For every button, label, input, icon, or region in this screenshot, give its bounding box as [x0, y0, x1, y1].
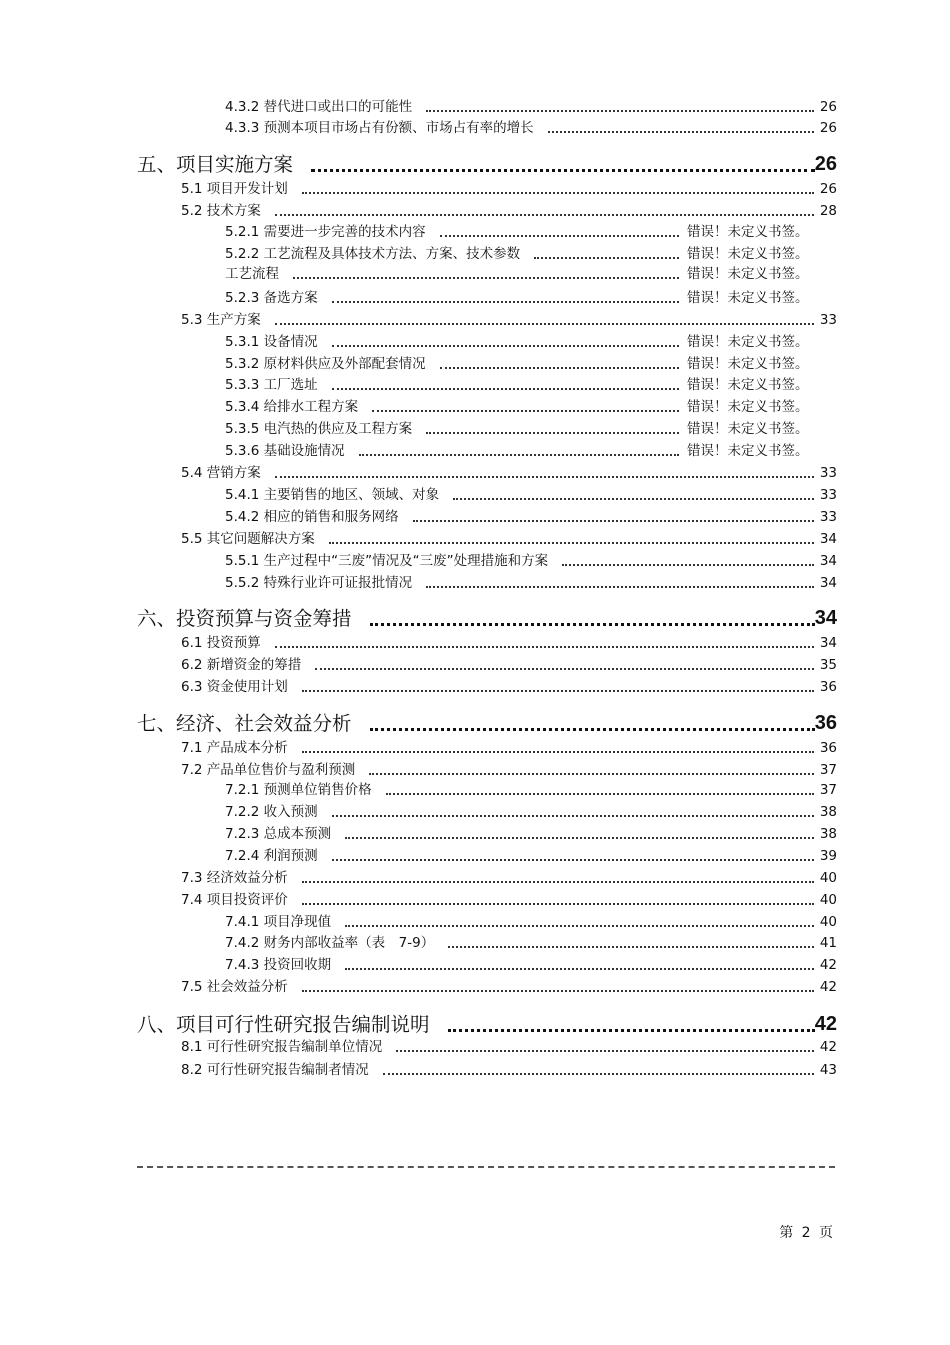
toc-entry[interactable] [181, 976, 837, 994]
toc-dot-leader [426, 109, 814, 112]
toc-dot-leader [332, 814, 814, 817]
toc-entry-title: 8.2 可行性研究报告编制者情况 [181, 1061, 369, 1078]
toc-entry[interactable] [225, 911, 837, 929]
toc-entry-page: 42 [814, 1013, 837, 1035]
toc-entry[interactable] [225, 287, 837, 305]
toc-chapter[interactable] [137, 148, 837, 174]
toc-chapter[interactable] [137, 1008, 837, 1034]
toc-entry-page: 错误！未定义书签。 [687, 355, 809, 372]
toc-entry-page: 42 [819, 956, 837, 973]
toc-entry[interactable] [181, 867, 837, 885]
toc-dot-leader [275, 213, 814, 216]
toc-entry[interactable] [181, 889, 837, 907]
toc-entry-title: 5.4.2 相应的销售和服务网络 [225, 508, 399, 525]
toc-entry[interactable] [225, 506, 837, 524]
toc-entry-page: 26 [819, 180, 837, 197]
toc-dot-leader [345, 924, 814, 927]
toc-entry-title: 7.4.1 项目净现值 [225, 913, 332, 930]
toc-entry[interactable] [181, 1059, 837, 1077]
toc-entry-title: 七、经济、社会效益分析 [137, 711, 352, 735]
toc-entry-title: 5.4 营销方案 [181, 464, 261, 481]
toc-dot-leader [302, 989, 814, 992]
toc-entry-page: 36 [819, 739, 837, 756]
toc-dot-leader [369, 772, 814, 775]
toc-entry[interactable] [181, 1036, 837, 1054]
toc-entry-title: 6.2 新增资金的筹措 [181, 656, 302, 673]
toc-entry-title: 4.3.3 预测本项目市场占有份额、市场占有率的增长 [225, 119, 534, 136]
toc-entry-title: 5.3.4 给排水工程方案 [225, 398, 359, 415]
toc-entry-page: 41 [819, 934, 837, 951]
page-number: 第 2 页 [779, 1225, 835, 1241]
toc-entry[interactable] [181, 528, 837, 546]
toc-entry-page: 26 [819, 119, 837, 136]
toc-entry-page: 38 [819, 803, 837, 820]
toc-entry[interactable] [181, 178, 837, 196]
toc-dot-leader [440, 366, 679, 369]
toc-dot-leader [372, 409, 679, 412]
toc-dot-leader [302, 880, 814, 883]
toc-entry-title: 5.5.1 生产过程中“三废”情况及“三废”处理措施和方案 [225, 552, 549, 569]
toc-dot-leader [345, 836, 814, 839]
toc-entry-title: 5.2 技术方案 [181, 202, 261, 219]
footer-divider [137, 1166, 835, 1168]
toc-entry-page: 40 [819, 891, 837, 908]
toc-entry-title: 7.1 产品成本分析 [181, 739, 288, 756]
toc-entry-title: 7.3 经济效益分析 [181, 869, 288, 886]
toc-entry[interactable] [225, 331, 837, 349]
toc-entry-title: 6.1 投资预算 [181, 634, 261, 651]
toc-entry-page: 33 [819, 508, 837, 525]
toc-dot-leader [293, 276, 679, 279]
toc-entry-page: 错误！未定义书签。 [687, 265, 809, 282]
toc-dot-leader [332, 858, 814, 861]
toc-dot-leader [275, 475, 814, 478]
toc-dot-leader [413, 519, 814, 522]
toc-dot-leader [440, 234, 679, 237]
toc-entry[interactable] [181, 200, 837, 218]
toc-entry[interactable] [225, 484, 837, 502]
toc-entry[interactable] [225, 263, 837, 281]
toc-entry-title: 7.2.1 预测单位销售价格 [225, 781, 372, 798]
toc-entry-page: 40 [819, 869, 837, 886]
toc-dot-leader [302, 750, 814, 753]
toc-dot-leader [370, 622, 815, 626]
toc-entry[interactable] [225, 96, 837, 114]
toc-entry[interactable] [225, 221, 837, 239]
toc-entry-page: 28 [819, 202, 837, 219]
toc-entry[interactable] [225, 418, 837, 436]
toc-entry-page: 35 [819, 656, 837, 673]
toc-entry-page: 38 [819, 825, 837, 842]
toc-dot-leader [302, 689, 814, 692]
toc-dot-leader [426, 585, 814, 588]
toc-entry-title: 5.3.2 原材料供应及外部配套情况 [225, 355, 426, 372]
toc-entry-title: 5.2.3 备选方案 [225, 289, 318, 306]
toc-entry[interactable] [181, 737, 837, 755]
toc-entry[interactable] [225, 550, 837, 568]
toc-entry-title: 7.5 社会效益分析 [181, 978, 288, 995]
toc-entry-page: 26 [814, 153, 837, 175]
toc-entry-page: 34 [819, 574, 837, 591]
toc-dot-leader [383, 1072, 814, 1075]
toc-entry-title: 5.2.2 工艺流程及具体技术方法、方案、技术参数 [225, 245, 521, 262]
toc-entry-page: 错误！未定义书签。 [687, 442, 809, 459]
toc-dot-leader [302, 191, 814, 194]
toc-chapter[interactable] [137, 707, 837, 733]
toc-dot-leader [302, 902, 814, 905]
toc-dot-leader [386, 792, 814, 795]
toc-entry-page: 37 [819, 761, 837, 778]
toc-entry-page: 34 [814, 607, 837, 629]
toc-entry-title: 5.3.5 电汽热的供应及工程方案 [225, 420, 413, 437]
toc-entry-title: 7.4.2 财务内部收益率（表 7-9） [225, 934, 435, 951]
toc-entry-title: 5.3.6 基础设施情况 [225, 442, 345, 459]
toc-entry[interactable] [225, 243, 837, 261]
toc-entry[interactable] [181, 759, 837, 777]
toc-entry-title: 5.4.1 主要销售的地区、领域、对象 [225, 486, 440, 503]
toc-dot-leader [396, 1049, 814, 1052]
toc-dot-leader [332, 300, 679, 303]
toc-entry-page: 错误！未定义书签。 [687, 398, 809, 415]
toc-entry-title: 工艺流程 [225, 265, 279, 282]
toc-entry-page: 36 [819, 678, 837, 695]
toc-entry[interactable] [181, 309, 837, 327]
toc-chapter[interactable] [137, 602, 837, 628]
toc-entry-title: 7.4 项目投资评价 [181, 891, 288, 908]
toc-dot-leader [275, 645, 814, 648]
toc-entry-page: 42 [819, 978, 837, 995]
toc-entry-title: 7.2.3 总成本预测 [225, 825, 332, 842]
toc-entry-page: 错误！未定义书签。 [687, 376, 809, 393]
toc-entry-title: 5.2.1 需要进一步完善的技术内容 [225, 223, 426, 240]
toc-entry-title: 7.2.4 利润预测 [225, 847, 318, 864]
toc-entry[interactable] [225, 440, 837, 458]
toc-entry-title: 六、投资预算与资金筹措 [137, 606, 352, 630]
toc-entry-page: 错误！未定义书签。 [687, 223, 809, 240]
toc-entry[interactable] [225, 801, 837, 819]
toc-dot-leader [453, 497, 814, 500]
toc-entry-page: 26 [819, 98, 837, 115]
toc-entry-page: 40 [819, 913, 837, 930]
toc-entry-title: 5.3 生产方案 [181, 311, 261, 328]
toc-entry-title: 8.1 可行性研究报告编制单位情况 [181, 1038, 383, 1055]
toc-entry-page: 43 [819, 1061, 837, 1078]
toc-dot-leader [275, 322, 814, 325]
toc-entry[interactable] [181, 654, 837, 672]
toc-entry-page: 错误！未定义书签。 [687, 245, 809, 262]
toc-entry-page: 错误！未定义书签。 [687, 333, 809, 350]
toc-entry-title: 6.3 资金使用计划 [181, 678, 288, 695]
toc-entry[interactable] [225, 845, 837, 863]
toc-entry[interactable] [225, 396, 837, 414]
toc-dot-leader [534, 256, 679, 259]
toc-entry-page: 34 [819, 552, 837, 569]
toc-entry-page: 错误！未定义书签。 [687, 289, 809, 306]
toc-dot-leader [315, 667, 814, 670]
toc-entry-page: 33 [819, 464, 837, 481]
toc-entry-title: 五、项目实施方案 [137, 152, 294, 176]
toc-entry[interactable] [225, 572, 837, 590]
toc-dot-leader [548, 130, 814, 133]
toc-entry[interactable] [225, 779, 837, 797]
toc-entry[interactable] [181, 676, 837, 694]
toc-entry-title: 7.2.2 收入预测 [225, 803, 318, 820]
toc-dot-leader [448, 1028, 815, 1032]
toc-dot-leader [329, 541, 814, 544]
toc-entry-page: 34 [819, 530, 837, 547]
toc-entry-page: 33 [819, 486, 837, 503]
toc-dot-leader [345, 967, 814, 970]
toc-entry-title: 八、项目可行性研究报告编制说明 [137, 1012, 430, 1036]
toc-entry[interactable] [225, 353, 837, 371]
toc-entry-title: 5.3.1 设备情况 [225, 333, 318, 350]
toc-dot-leader [426, 431, 679, 434]
toc-entry-title: 7.4.3 投资回收期 [225, 956, 332, 973]
toc-entry-title: 5.5.2 特殊行业许可证报批情况 [225, 574, 413, 591]
toc-entry-title: 5.3.3 工厂选址 [225, 376, 318, 393]
toc-dot-leader [448, 945, 814, 948]
toc-entry-title: 5.1 项目开发计划 [181, 180, 288, 197]
toc-entry[interactable] [181, 632, 837, 650]
toc-entry[interactable] [181, 462, 837, 480]
toc-entry[interactable] [225, 954, 837, 972]
toc-dot-leader [332, 344, 679, 347]
toc-entry-page: 错误！未定义书签。 [687, 420, 809, 437]
toc-entry-page: 36 [814, 712, 837, 734]
toc-entry[interactable] [225, 932, 837, 950]
toc-entry[interactable] [225, 374, 837, 392]
toc-dot-leader [332, 387, 679, 390]
toc-entry-page: 33 [819, 311, 837, 328]
toc-dot-leader [370, 727, 815, 731]
toc-entry-title: 4.3.2 替代进口或出口的可能性 [225, 98, 413, 115]
toc-dot-leader [562, 563, 814, 566]
toc-entry-page: 34 [819, 634, 837, 651]
toc-entry-page: 37 [819, 781, 837, 798]
toc-entry[interactable] [225, 823, 837, 841]
toc-dot-leader [359, 453, 679, 456]
toc-entry-page: 39 [819, 847, 837, 864]
toc-dot-leader [311, 168, 815, 172]
toc-entry-page: 42 [819, 1038, 837, 1055]
toc-entry-title: 5.5 其它问题解决方案 [181, 530, 315, 547]
toc-entry-title: 7.2 产品单位售价与盈利预测 [181, 761, 356, 778]
toc-entry[interactable] [225, 117, 837, 135]
